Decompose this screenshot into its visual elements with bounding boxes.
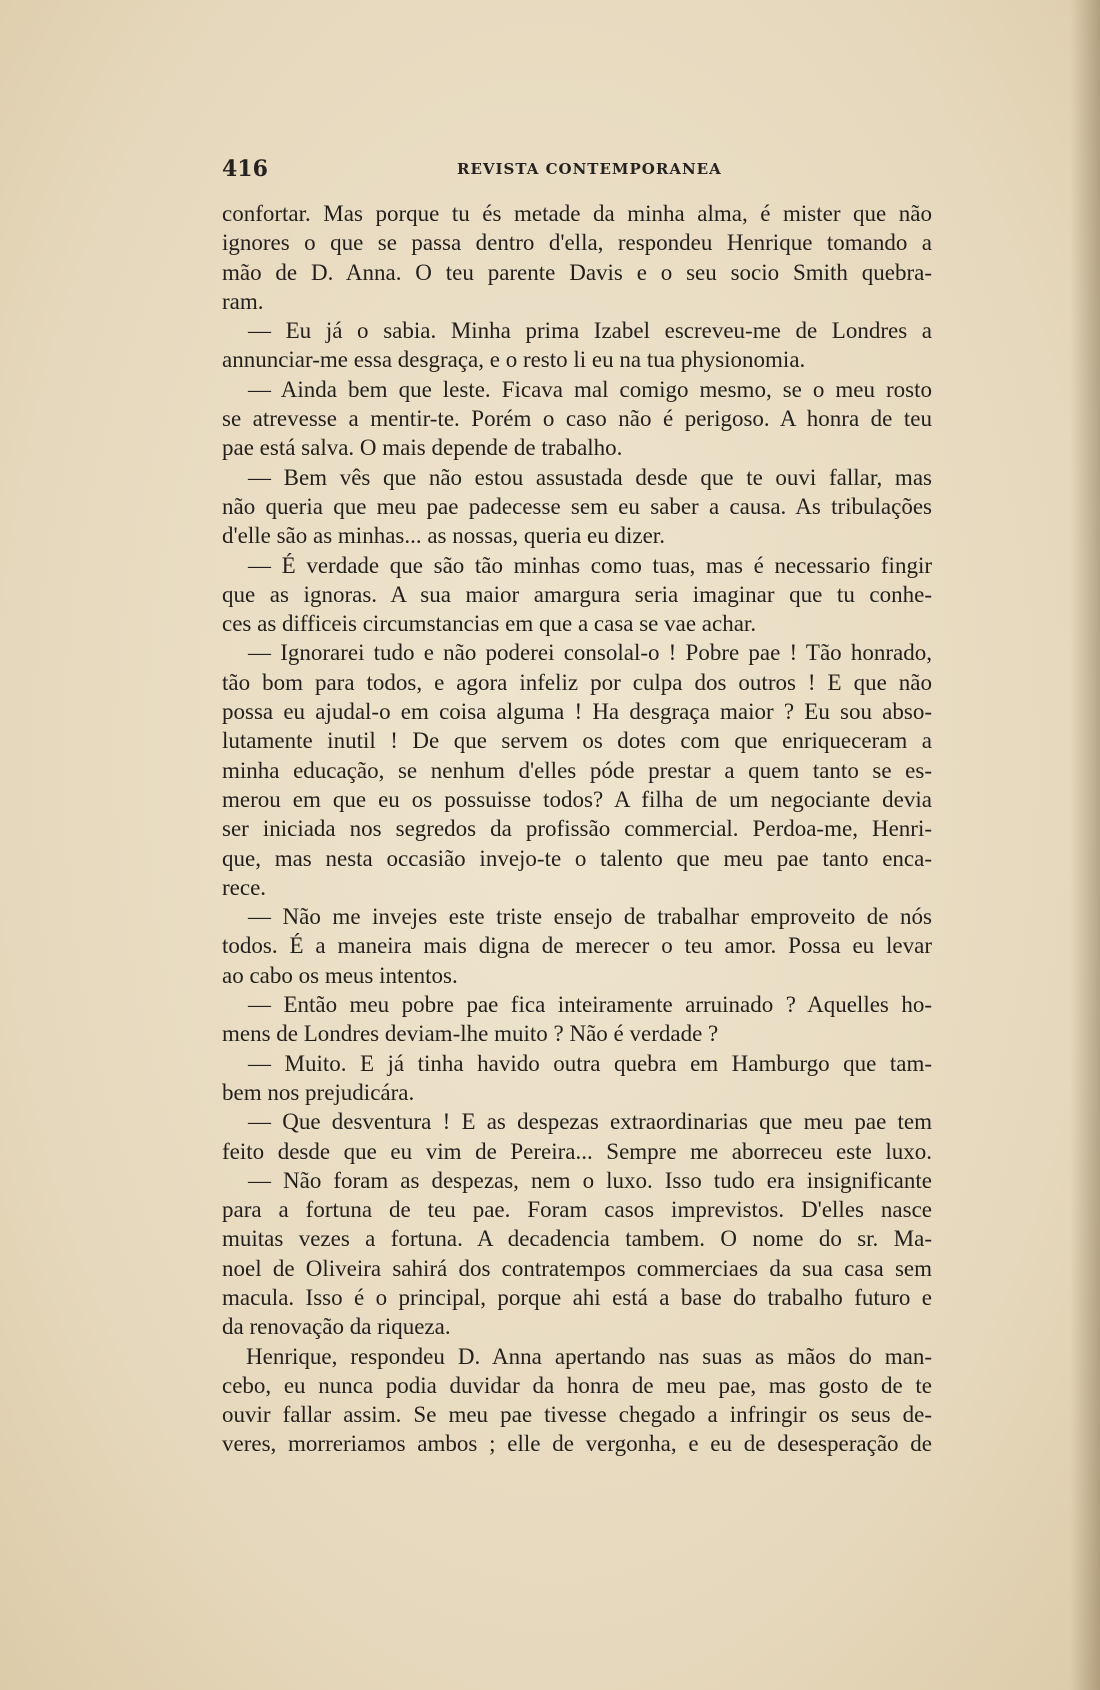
text-line: que, mas nesta occasião invejo-te o talento que meu pae tanto enca- <box>222 845 932 871</box>
text-line: mens de Londres deviam-lhe muito ? Não é verdade ? <box>222 1021 719 1047</box>
text-line: — Bem vês que não estou assustada desde que te ouvi fallar, mas <box>248 464 932 490</box>
text-line: — Muito. E já tinha havido outra quebra em Hamburgo que tam- <box>248 1050 932 1076</box>
text-line: — Não foram as despezas, nem o luxo. Isso tudo era insignificante <box>248 1167 932 1193</box>
text-line: possa eu ajudal-o em coisa alguma ! Ha desgraça maior ? Eu sou abso- <box>222 699 932 725</box>
text-line: minha educação, se nenhum d'elles póde prestar a quem tanto se es- <box>222 757 932 783</box>
text-line: ser iniciada nos segredos da profissão commercial. Perdoa-me, Henri- <box>222 816 932 842</box>
text-line: confortar. Mas porque tu és metade da minha alma, é mister que não <box>222 201 932 226</box>
text-line: tão bom para todos, e agora infeliz por culpa dos outros ! E que não <box>222 669 932 695</box>
text-line: noel de Oliveira sahirá dos contratempos commerciaes da sua casa sem <box>222 1255 932 1281</box>
text-line: rece. <box>222 874 267 900</box>
text-line: merou em que eu os possuisse todos? A filha de um negociante devia <box>222 786 932 812</box>
text-line: macula. Isso é o principal, porque ahi está a base do trabalho futuro e <box>222 1284 932 1310</box>
page-edge-shadow <box>1070 0 1100 1690</box>
text-line: — Não me invejes este triste ensejo de trabalhar emproveito de nós <box>248 904 932 930</box>
text-line: feito desde que eu vim de Pereira... Sempre me aborreceu este luxo. <box>222 1138 932 1164</box>
text-line: — Que desventura ! E as despezas extraordinarias que meu pae tem <box>248 1109 932 1135</box>
text-line: se atrevesse a mentir-te. Porém o caso não é perigoso. A honra de teu <box>222 406 932 432</box>
text-line: ao cabo os meus intentos. <box>222 962 458 988</box>
text-line: todos. É a maneira mais digna de merecer o teu amor. Possa eu levar <box>222 933 932 959</box>
text-line: annunciar-me essa desgraça, e o resto li eu na tua physionomia. <box>222 347 806 373</box>
text-line: ces as difficeis circumstancias em que a casa se vae achar. <box>222 611 757 637</box>
text-line: lutamente inutil ! De que servem os dotes com que enriqueceram a <box>222 728 932 754</box>
text-line: ouvir fallar assim. Se meu pae tivesse chegado a infringir os seus de- <box>222 1402 932 1428</box>
text-line: ram. <box>222 288 264 314</box>
text-line: Henrique, respondeu D. Anna apertando nas suas as mãos do man- <box>246 1343 932 1369</box>
text-line: — Eu já o sabia. Minha prima Izabel escreveu-me de Londres a <box>248 318 932 344</box>
text-line: não queria que meu pae padecesse sem eu saber a causa. As tribulações <box>222 493 932 519</box>
text-line: bem nos prejudicára. <box>222 1079 415 1105</box>
running-header <box>222 156 932 186</box>
text-line: pae está salva. O mais depende de trabalho. <box>222 435 623 461</box>
text-line: para a fortuna de teu pae. Foram casos imprevistos. D'elles nasce <box>222 1197 932 1223</box>
text-line: d'elle são as minhas... as nossas, queria eu dizer. <box>222 523 665 549</box>
text-line: — É verdade que são tão minhas como tuas, mas é necessario fingir <box>248 552 932 578</box>
text-line: — Ainda bem que leste. Ficava mal comigo mesmo, se o meu rosto <box>248 376 932 402</box>
page-number: 416 <box>222 156 268 182</box>
text-line: — Ignorarei tudo e não poderei consolal-o ! Pobre pae ! Tão honrado, <box>248 640 932 666</box>
text-line: — Então meu pobre pae fica inteiramente arruinado ? Aquelles ho- <box>248 992 932 1018</box>
text-line: que as ignoras. A sua maior amargura seria imaginar que tu conhe- <box>222 581 932 607</box>
text-line: mão de D. Anna. O teu parente Davis e o seu socio Smith quebra- <box>222 259 932 285</box>
text-line: muitas vezes a fortuna. A decadencia tambem. O nome do sr. Ma- <box>222 1226 932 1252</box>
body-text <box>222 199 932 1459</box>
text-line: veres, morreriamos ambos ; elle de vergonha, e eu de desesperação de <box>222 1431 932 1457</box>
running-title: REVISTA CONTEMPORANEA <box>457 160 722 178</box>
text-line: cebo, eu nunca podia duvidar da honra de meu pae, mas gosto de te <box>222 1372 932 1398</box>
text-line: da renovação da riqueza. <box>222 1314 451 1340</box>
text-line: ignores o que se passa dentro d'ella, respondeu Henrique tomando a <box>222 230 932 256</box>
